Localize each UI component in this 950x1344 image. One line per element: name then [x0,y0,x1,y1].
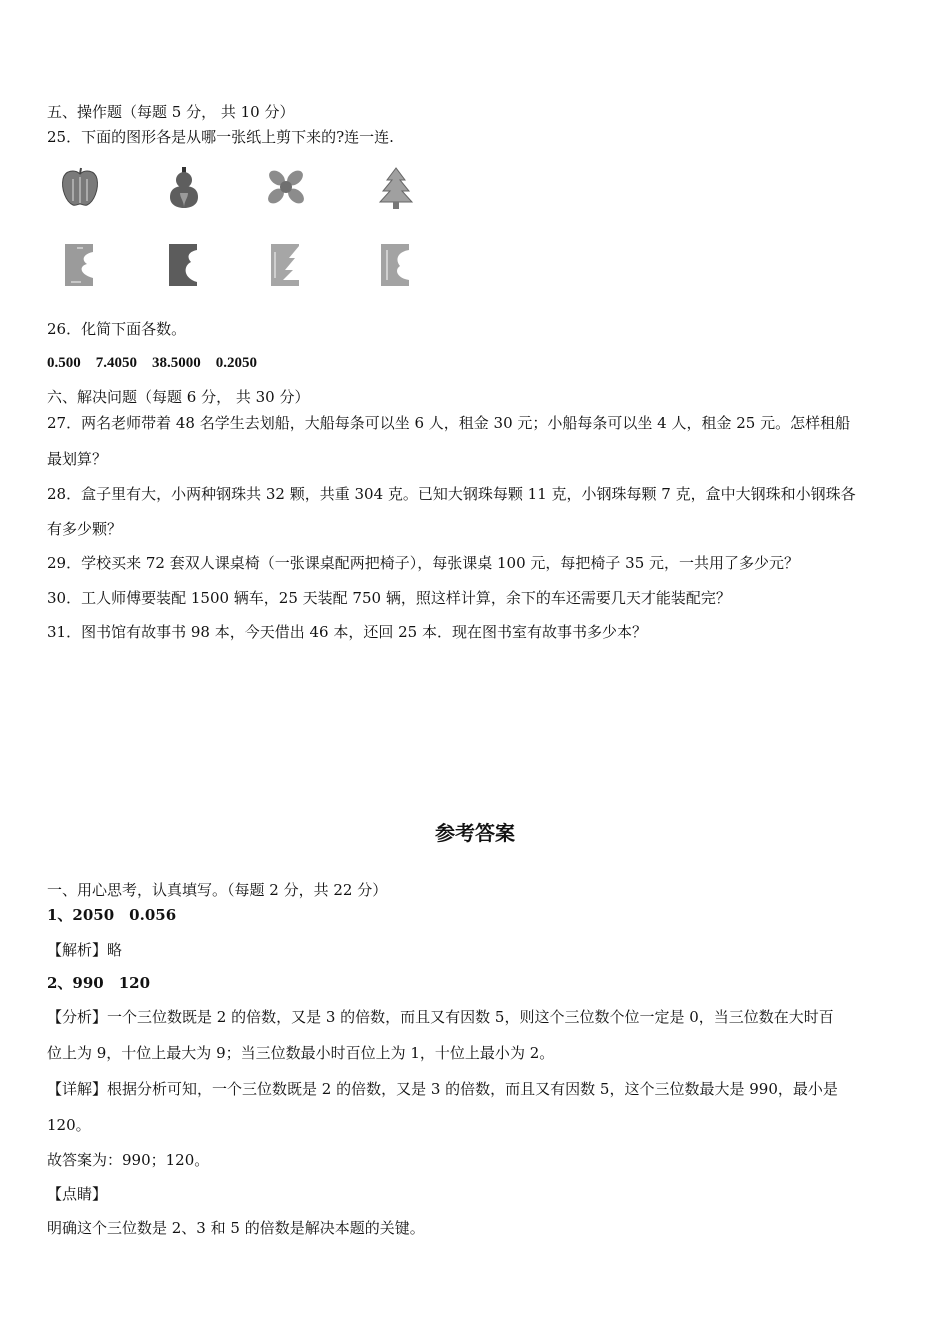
gourd-icon [161,165,207,211]
tree-icon [373,165,419,211]
apple-icon [57,165,103,211]
half-gourd-cutout-icon [161,242,207,288]
answer-2-final: 故答案为：990；120。 [47,1151,210,1169]
question-28-line2: 有多少颗？ [47,520,123,538]
answers-section1-heading: 一、用心思考，认真填写。（每题 2 分，共 22 分） [47,881,388,899]
question-28-line1: 28．盒子里有大，小两种钢珠共 32 颗，共重 304 克。已知大钢珠每颗 11 克，小钢珠每颗 7 克，盒中大钢珠和小钢珠各 [47,485,856,503]
half-apple-cutout-icon [373,242,419,288]
answer-2-detail-line1: 【详解】根据分析可知，一个三位数既是 2 的倍数，又是 3 的倍数，而且又有因数 5，这个三位数最大是 990，最小是 [47,1080,838,1098]
question-29: 29．学校买来 72 套双人课桌椅（一张课桌配两把椅子），每张课桌 100 元，每把椅子 35 元，一共用了多少元？ [47,554,800,572]
answer-2-dianjing-label: 【点睛】 [47,1185,108,1203]
half-tree-cutout-icon [263,242,309,288]
answer-2: 2、990 120 [47,974,151,992]
answer-2-analysis-line2: 位上为 9，十位上最大为 9；当三位数最小时百位上为 1，十位上最小为 2。 [47,1044,555,1062]
question-30: 30．工人师傅要装配 1500 辆车，25 天装配 750 辆，照这样计算，余下的车还需要几天才能装配完？ [47,589,731,607]
answers-title: 参考答案 [435,821,515,845]
question-27-line2: 最划算？ [47,450,108,468]
question-26-numbers: 0.500 7.4050 38.5000 0.2050 [47,355,258,371]
section5-heading: 五、操作题（每题 5 分， 共 10 分） [47,103,295,121]
flower-icon [263,165,309,211]
question-25: 25．下面的图形各是从哪一张纸上剪下来的?连一连. [47,128,394,146]
half-leaf-cutout-icon [57,242,103,288]
question-27-line1: 27．两名老师带着 48 名学生去划船，大船每条可以坐 6 人，租金 30 元；小船每条可以坐 4 人，租金 25 元。怎样租船 [47,414,851,432]
question-31: 31．图书馆有故事书 98 本，今天借出 46 本，还回 25 本．现在图书室有故事书多少本？ [47,623,647,641]
answer-1-analysis: 【解析】略 [47,941,123,959]
answer-1: 1、2050 0.056 [47,906,177,924]
question-26: 26．化简下面各数。 [47,320,187,338]
answer-2-key-point: 明确这个三位数是 2、3 和 5 的倍数是解决本题的关键。 [47,1219,425,1237]
answer-2-detail-line2: 120。 [47,1116,91,1134]
section6-heading: 六、解决问题（每题 6 分， 共 30 分） [47,388,310,406]
answer-2-analysis-line1: 【分析】一个三位数既是 2 的倍数，又是 3 的倍数，而且又有因数 5，则这个三位数个位一定是 0，当三位数在大时百 [47,1008,834,1026]
